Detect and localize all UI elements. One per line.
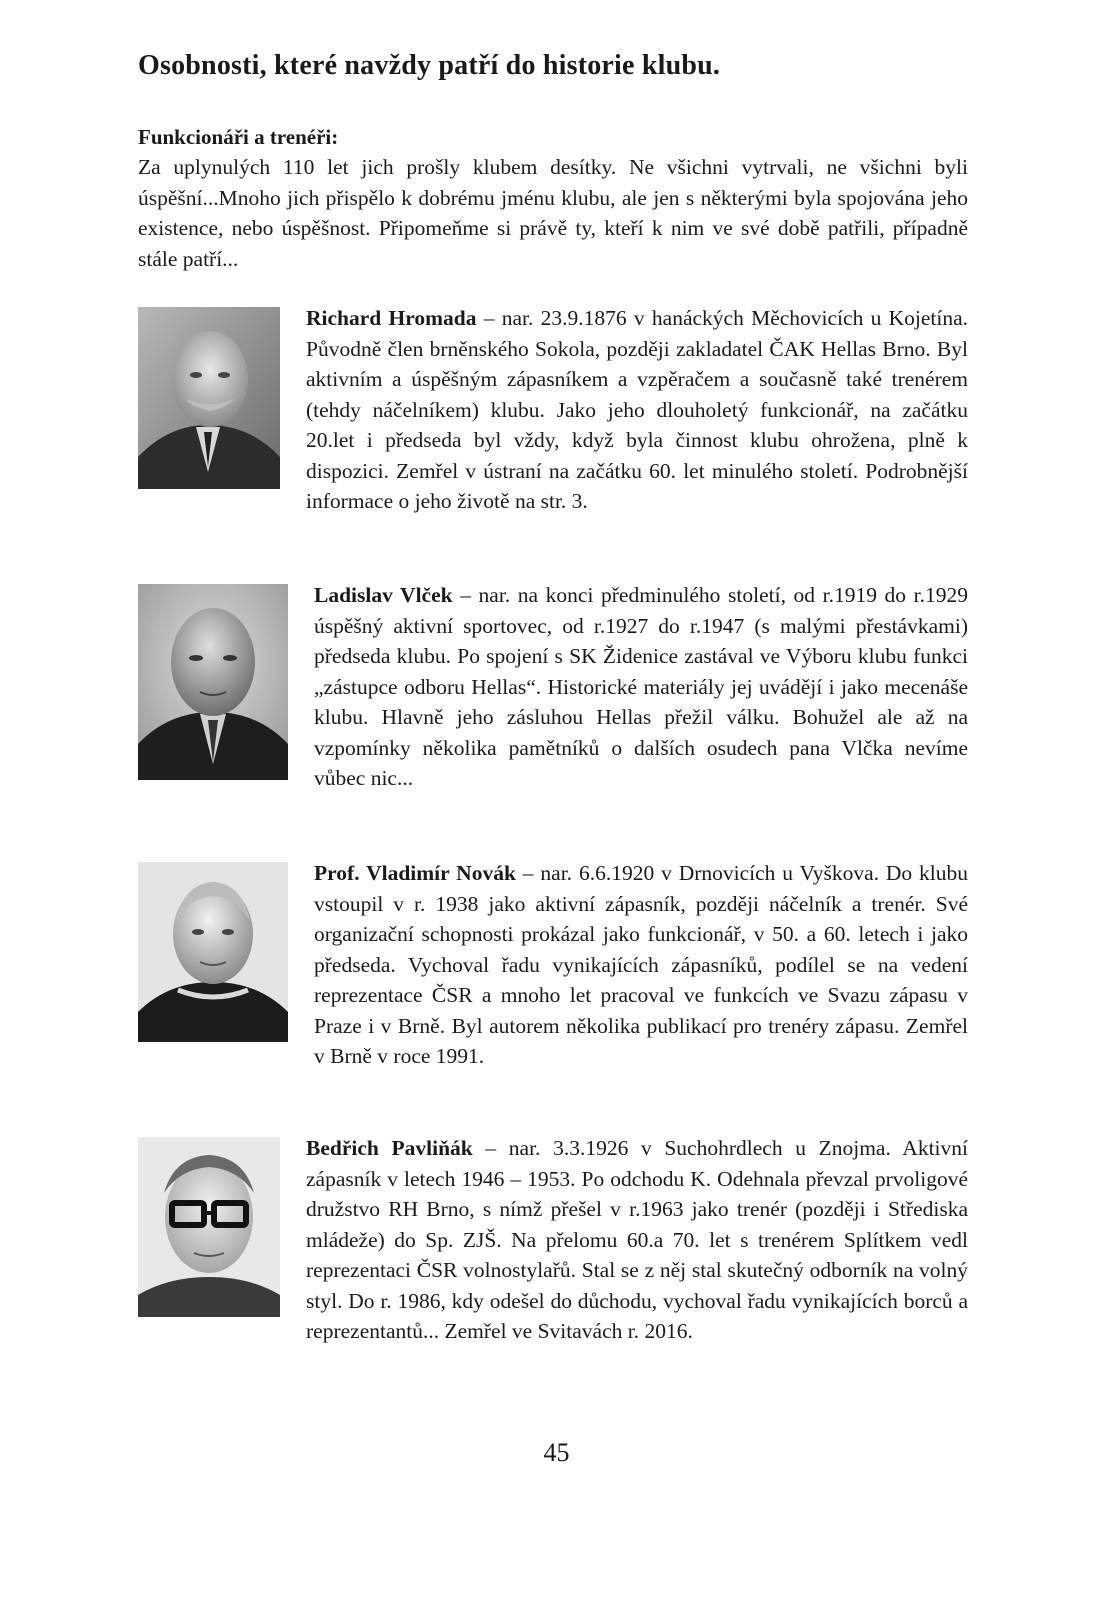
person-bio-vlcek: Ladislav Vlček – nar. na konci předminulého století, od r.1919 do r.1929 úspěšný aktivní sportovec, od r.1927 do r.1947 (s malými přestávkami) předseda klubu. Po spojení s SK Židenice zastával ve Výboru klubu funkci „zástupce odboru Hellas“. Historické materiály jej uvádějí i jako mecenáše klubu. Hlavně jeho zásluhou Hellas přežil válku. Bohužel ale až na vzpomínky několika pamětníků o dalších osudech pana Vlčka nevíme vůbec nic... xyxy=(314,583,968,790)
person-bio-hromada: Richard Hromada – nar. 23.9.1876 v hanáckých Měchovicích u Kojetína. Původně člen brněnského Sokola, později zakladatel ČAK Hellas Brno. Byl aktivním a úspěšným zápasníkem a vzpěračem a současně také trenérem (tehdy náčelníkem) klubu. Jako jeho dlouholetý funkcionář, na začátku 20.let i předseda byl vždy, když byla činnost klubu ohrožena, plně k dispozici. Zemřel v ústraní na začátku 60. let minulého století. Podrobnější informace o jeho životě na str. 3. xyxy=(306,306,968,513)
page-title: Osobnosti, které navždy patří do historie klubu. xyxy=(138,50,721,81)
section-heading: Funkcionáři a trenéři: xyxy=(138,125,339,149)
person-bio-pavlinak: Bedřich Pavliňák – nar. 3.3.1926 v Suchohrdlech u Znojma. Aktivní zápasník v letech 1946 – 1953. Po odchodu K. Odehnala převzal prvoligové družstvo RH Brno, s nímž přešel v r.1963 jako trenér (později i Střediska mládeže) do Sp. ZJŠ. Na přelomu 60.a 70. let s trenérem Splítkem vedl reprezentaci ČSR volnostylařů. Stal se z něj stal skutečný odborník na volný styl. Do r. 1986, kdy odešel do důchodu, vychoval řadu vynikajících borců a reprezentantů... Zemřel ve Svitavách r. 2016. xyxy=(306,1136,968,1343)
person-entry-hromada xyxy=(138,303,968,517)
person-entry-vlcek xyxy=(138,580,968,794)
portrait-photo-novak xyxy=(138,862,288,1042)
person-bio-novak: Prof. Vladimír Novák – nar. 6.6.1920 v Drnovicích u Vyškova. Do klubu vstoupil v r. 1938 jako aktivní zápasník, později náčelník a trenér. Své organizační schopnosti prokázal jako funkcionář, v 50. a 60. letech i jako předseda. Vychoval řadu vynikajících zápasníků, podílel se na vedení reprezentace ČSR a mnoho let pracoval ve funkcích ve Svazu zápasu v Praze i v Brně. Byl autorem několika publikací pro trenéry zápasu. Zemřel v Brně v roce 1991. xyxy=(314,861,968,1068)
person-name-pavlinak: Bedřich Pavliňák xyxy=(306,1136,473,1160)
intro-paragraph: Za uplynulých 110 let jich prošly klubem desítky. Ne všichni vytrvali, ne všichni byli úspěšní...Mnoho jich přispělo k dobrému jménu klubu, ale jen s některými byla spojována jeho existence, nebo úspěšnost. Připomeňme si právě ty, kteří k nim ve své době patřili, případně stále patří... xyxy=(138,155,968,271)
portrait-photo-hromada xyxy=(138,307,280,489)
person-entry-novak xyxy=(138,858,968,1072)
person-name-novak: Prof. Vladimír Novák xyxy=(314,861,516,885)
person-name-vlcek: Ladislav Vlček xyxy=(314,583,453,607)
person-entry-pavlinak xyxy=(138,1133,968,1347)
portrait-photo-pavlinak xyxy=(138,1137,280,1317)
person-name-hromada: Richard Hromada xyxy=(306,306,477,330)
portrait-photo-vlcek xyxy=(138,584,288,780)
page-number: 45 xyxy=(543,1438,570,1467)
